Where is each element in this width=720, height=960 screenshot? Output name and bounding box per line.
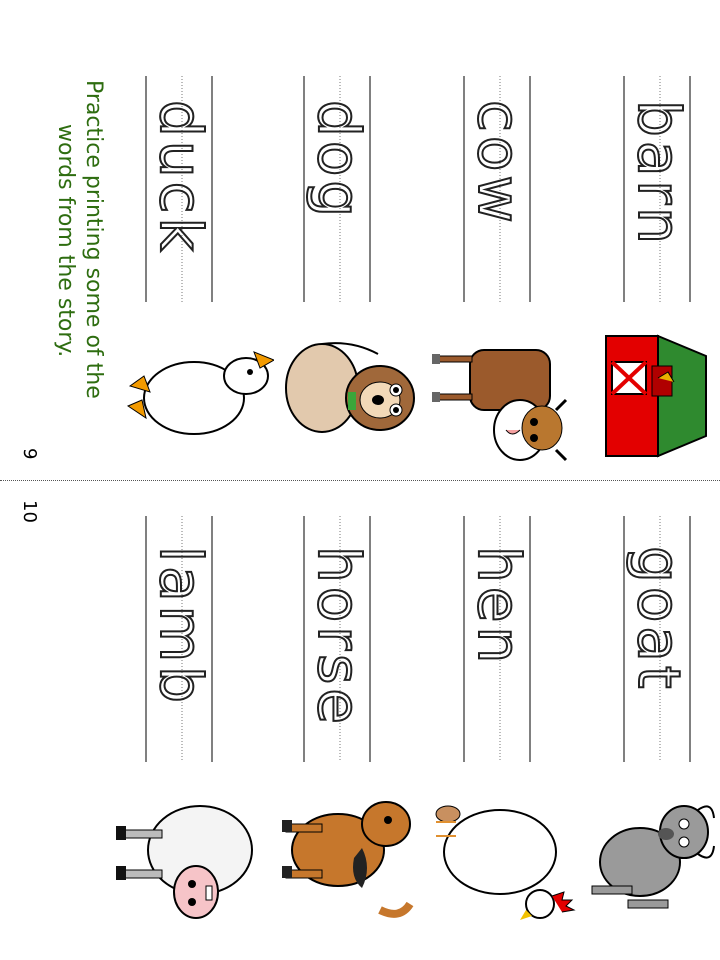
goat-icon bbox=[588, 790, 718, 946]
trace-word-lamb: lamb bbox=[147, 546, 215, 707]
barn-icon bbox=[596, 326, 716, 466]
trace-row-hen bbox=[462, 516, 532, 762]
trace-word-dog: dog bbox=[305, 100, 373, 222]
duck-icon bbox=[124, 346, 274, 446]
trace-word-hen: hen bbox=[465, 546, 533, 668]
trace-row-goat bbox=[622, 516, 692, 762]
instruction-line-2: words from the story. bbox=[53, 124, 78, 358]
cow-icon bbox=[430, 330, 580, 470]
trace-row-lamb bbox=[144, 516, 214, 762]
page-number-right: 10 bbox=[19, 500, 40, 523]
trace-row-cow bbox=[462, 76, 532, 302]
trace-row-duck bbox=[144, 76, 214, 302]
lamb-icon bbox=[110, 790, 270, 940]
instruction-line-1: Practice printing some of the bbox=[81, 80, 106, 399]
trace-word-horse: horse bbox=[305, 546, 373, 728]
trace-word-duck: duck bbox=[147, 100, 215, 256]
trace-row-dog bbox=[302, 76, 372, 302]
trace-word-goat: goat bbox=[625, 546, 693, 693]
page-fold-line bbox=[0, 480, 720, 481]
hen-icon bbox=[430, 792, 580, 932]
trace-word-cow: cow bbox=[465, 100, 533, 227]
page-number-left: 9 bbox=[19, 448, 40, 460]
trace-row-horse bbox=[302, 516, 372, 762]
horse-icon bbox=[276, 790, 426, 940]
dog-icon bbox=[282, 338, 422, 462]
trace-row-barn bbox=[622, 76, 692, 302]
instructions bbox=[53, 80, 116, 470]
trace-word-barn: barn bbox=[625, 100, 693, 248]
